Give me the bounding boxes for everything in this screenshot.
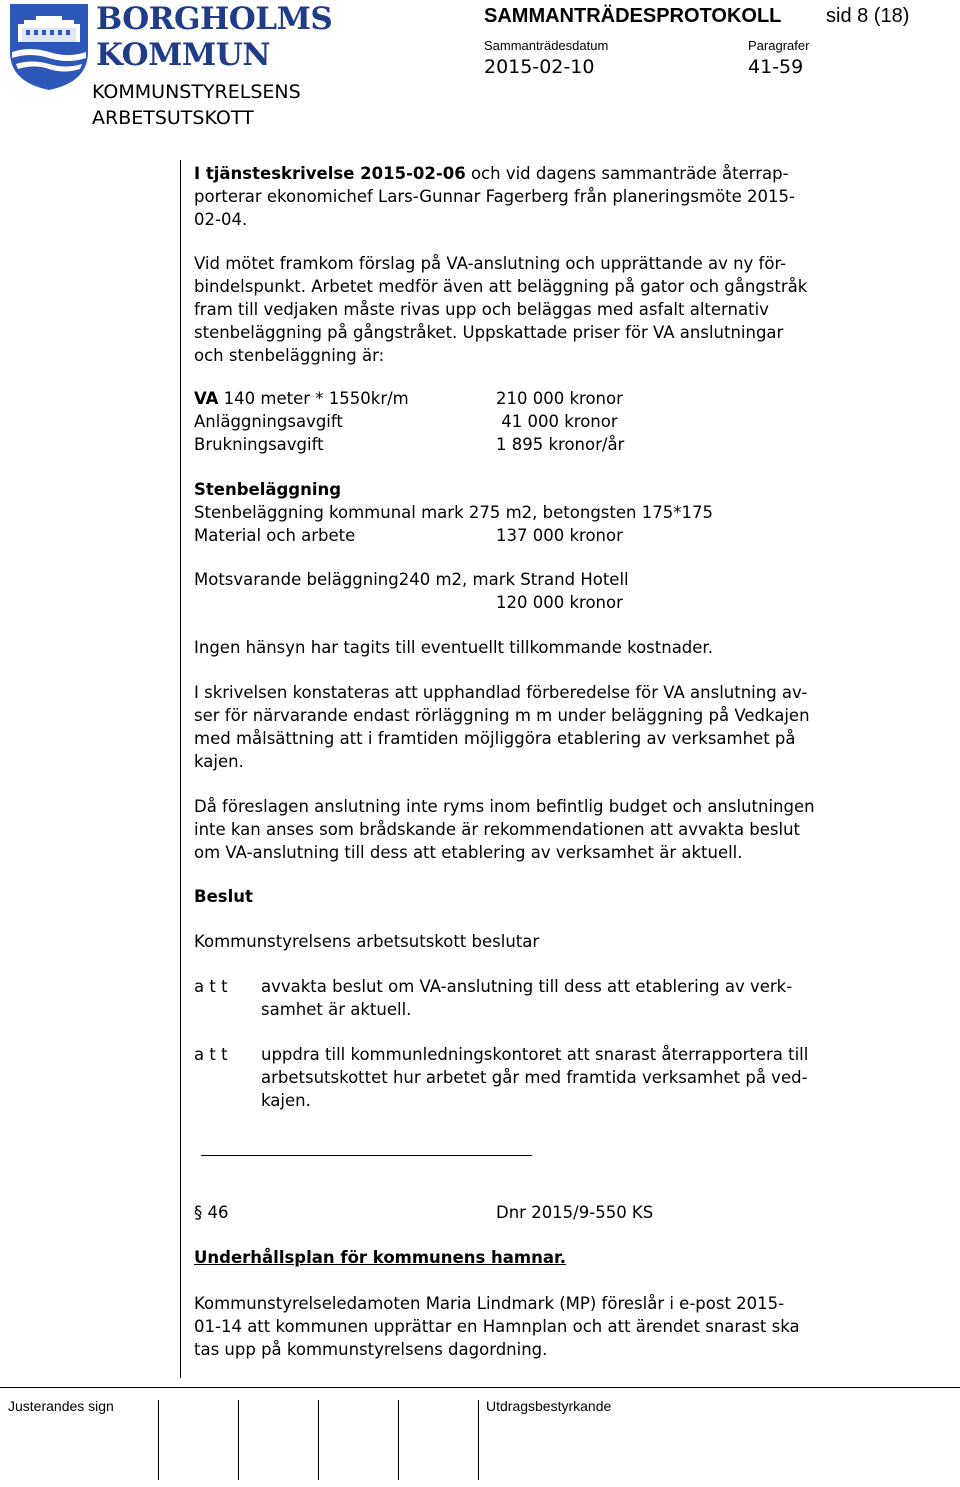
decision-item: [194, 975, 894, 1021]
att-marker: a t t: [194, 1045, 228, 1064]
signature-box-divider: [158, 1400, 159, 1480]
org-name-line1: KOMMUNSTYRELSENS: [92, 81, 301, 103]
decision-line: uppdra till kommunledningskontoret att snarast återrapportera till: [261, 1045, 809, 1064]
intro-bold: I tjänsteskrivelse 2015-02-06: [194, 164, 466, 183]
cost-value: 210 000 kronor: [496, 389, 623, 408]
no-consideration-line: Ingen hänsyn har tagits till eventuellt tillkommande kostnader.: [194, 638, 713, 657]
cost-value: 1 895 kronor/år: [496, 435, 625, 454]
paragraphs-label: Paragrafer: [748, 38, 810, 53]
budget-line: inte kan anses som brådskande är rekommendationen att avvakta beslut: [194, 820, 801, 839]
org-name-line2: ARBETSUTSKOTT: [92, 107, 254, 129]
budget-line: om VA-anslutning till dess att etablering av verksamhet är aktuell.: [194, 843, 743, 862]
decision-line: kajen.: [261, 1091, 311, 1110]
va-cost-table: [194, 387, 894, 456]
next-item-line: Kommunstyrelseledamoten Maria Lindmark (MP) föreslår i e-post 2015-: [194, 1294, 785, 1313]
decision-line: avvakta beslut om VA-anslutning till dess att etablering av verk-: [261, 977, 793, 996]
proposal-line: stenbeläggning på gångstråket. Uppskattade priser för VA anslutningar: [194, 323, 784, 342]
decision-intro: Kommunstyrelsens arbetsutskott beslutar: [194, 932, 540, 951]
proposal-line: fram till vedjaken måste rivas upp och beläggas med asfalt alternativ: [194, 300, 769, 319]
next-item-title: [194, 1246, 894, 1269]
stone-line: Stenbeläggning kommunal mark 275 m2, betongsten 175*175: [194, 503, 713, 522]
castle-icon: [8, 2, 90, 92]
material-label: Material och arbete: [194, 526, 356, 545]
decision-heading: [194, 885, 894, 908]
logo-name-line1: BORGHOLMS: [96, 1, 333, 37]
intro-line: 02-04.: [194, 210, 248, 229]
cost-row: [194, 410, 894, 433]
extract-certification-label: Utdragsbestyrkande: [486, 1398, 612, 1414]
material-value: 137 000 kronor: [496, 526, 623, 545]
signature-label: Justerandes sign: [8, 1398, 114, 1414]
intro-line: porterar ekonomichef Lars-Gunnar Fagerberg från planeringsmöte 2015-: [194, 187, 795, 206]
budget-line: Då föreslagen anslutning inte ryms inom befintlig budget och anslutningen: [194, 797, 815, 816]
cost-row: [194, 433, 894, 456]
page-number: sid 8 (18): [826, 5, 910, 27]
signature-box-divider: [398, 1400, 399, 1480]
proposal-paragraph: [194, 252, 894, 367]
section-separator: [201, 1155, 532, 1156]
signature-box-divider: [318, 1400, 319, 1480]
corresponding-row: [194, 591, 894, 614]
stone-paving-section: [194, 478, 894, 547]
next-item-line: tas upp på kommunstyrelsens dagordning.: [194, 1340, 548, 1359]
cost-value: 41 000 kronor: [496, 412, 618, 431]
material-row: [194, 524, 894, 547]
cost-label: Anläggningsavgift: [194, 412, 343, 431]
stone-heading: Stenbeläggning: [194, 480, 342, 499]
paragraphs-value: 41-59: [748, 56, 804, 78]
letter-line: med målsättning att i framtiden möjliggöra etablering av verksamhet på: [194, 729, 796, 748]
letter-line: ser för närvarande endast rörläggning m m under beläggning på Vedkajen: [194, 706, 810, 725]
cost-label: 140 meter * 1550kr/m: [218, 389, 409, 408]
cost-label-bold: VA: [194, 389, 219, 408]
corresponding-section: [194, 568, 894, 614]
signature-box-divider: [478, 1400, 479, 1480]
paragraph-header-row: [194, 1201, 894, 1224]
proposal-line: och stenbeläggning är:: [194, 346, 385, 365]
logo-name-line2: KOMMUN: [96, 37, 271, 73]
meeting-date-label: Sammanträdesdatum: [484, 38, 609, 53]
letter-line: kajen.: [194, 752, 244, 771]
footer-rule: [0, 1387, 960, 1388]
case-number: Dnr 2015/9-550 KS: [496, 1203, 654, 1222]
next-item-paragraph: [194, 1292, 894, 1361]
meeting-date-value: 2015-02-10: [484, 56, 595, 78]
att-marker: a t t: [194, 977, 228, 996]
municipal-logo: [8, 2, 90, 92]
decision-item: [194, 1043, 894, 1112]
decision-heading-text: Beslut: [194, 887, 253, 906]
next-item-title-text: Underhållsplan för kommunens hamnar.: [194, 1248, 567, 1267]
cost-row: [194, 387, 894, 410]
proposal-line: Vid mötet framkom förslag på VA-anslutning och upprättande av ny för-: [194, 254, 787, 273]
letter-paragraph: [194, 681, 894, 773]
signature-box-divider: [238, 1400, 239, 1480]
decision-line: arbetsutskottet hur arbetet går med framtida verksamhet på ved-: [261, 1068, 808, 1087]
proposal-line: bindelspunkt. Arbetet medför även att beläggning på gator och gångstråk: [194, 277, 808, 296]
next-item-line: 01-14 att kommunen upprättar en Hamnplan och att ärendet snarast ska: [194, 1317, 800, 1336]
intro-paragraph: [194, 162, 894, 231]
document-title: SAMMANTRÄDESPROTOKOLL: [484, 5, 782, 27]
paragraph-number: § 46: [194, 1203, 229, 1222]
cost-label: Brukningsavgift: [194, 435, 324, 454]
budget-paragraph: [194, 795, 894, 864]
intro-line: och vid dagens sammanträde återrap-: [465, 164, 789, 183]
corresponding-line: Motsvarande beläggning240 m2, mark Strand Hotell: [194, 570, 629, 589]
decision-line: samhet är aktuell.: [261, 1000, 412, 1019]
letter-line: I skrivelsen konstateras att upphandlad förberedelse för VA anslutning av-: [194, 683, 808, 702]
corresponding-value: 120 000 kronor: [496, 593, 623, 612]
margin-rule: [180, 160, 181, 1378]
